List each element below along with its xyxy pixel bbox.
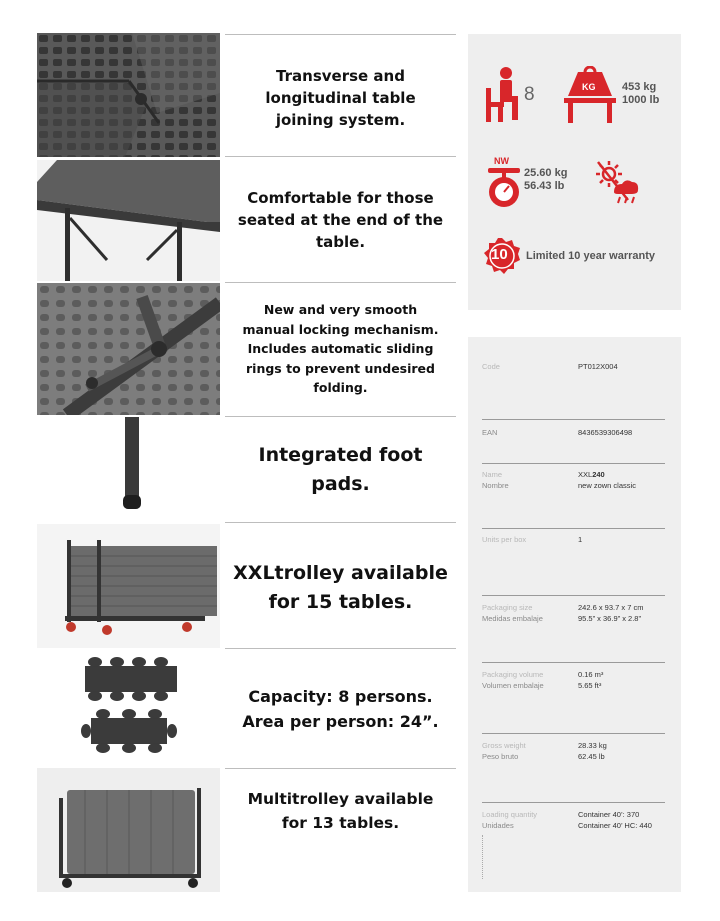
divider (225, 768, 456, 769)
feature-line: pads. (311, 473, 370, 495)
feature-line: Comfortable for those (247, 189, 434, 207)
feature-line: folding. (313, 380, 368, 396)
spec-label-name: Name Nombre (482, 470, 509, 490)
spec-label-packaging-volume: Packaging volume Volumen embalaje (482, 670, 544, 690)
spec-label-gross-weight: Gross weight Peso bruto (482, 741, 526, 761)
spec-value-units: 1 (578, 535, 583, 544)
feature-line: seated at the end of the (237, 211, 444, 229)
xxl-trolley-photo (37, 524, 220, 648)
spec-divider (482, 528, 665, 529)
spec-divider (482, 595, 665, 596)
feature-capacity (225, 654, 456, 764)
feature-line: table. (315, 233, 366, 251)
feature-locking-mechanism (225, 290, 456, 408)
max-load-lb: 1000 lb (622, 94, 660, 106)
divider (225, 156, 456, 157)
spec-value-packaging-size: 242.6 x 93.7 x 7 cm 95.5” x 36.9” x 2.8” (578, 603, 644, 623)
feature-line: Includes automatic sliding (247, 341, 434, 357)
spec-value-code: PT012X004 (578, 362, 618, 371)
feature-line: joining system. (275, 111, 406, 129)
table-end-photo (37, 160, 220, 281)
feature-xxl-trolley (225, 530, 456, 646)
feature-line: Multitrolley available (247, 790, 434, 808)
spec-value-name: XXL240 new zown classic (578, 470, 636, 490)
spec-tick-marks (482, 835, 483, 879)
net-weight-badge: NW (494, 156, 509, 166)
feature-joining-system (225, 42, 456, 154)
icons-panel (468, 34, 681, 310)
spec-divider (482, 419, 665, 420)
scale-icon (486, 168, 522, 213)
spec-label-code: Code (482, 362, 500, 371)
weather-resistant-icon (596, 160, 640, 211)
warranty-text: Limited 10 year warranty (526, 250, 656, 262)
seated-person-icon (484, 66, 520, 129)
spec-divider (482, 802, 665, 803)
spec-table (468, 337, 681, 892)
feature-line: rings to prevent undesired (246, 360, 435, 376)
warranty-number: 10 (491, 246, 508, 263)
spec-label-packaging-size: Packaging size Medidas embalaje (482, 603, 543, 623)
divider (225, 522, 456, 523)
spec-value-ean: 8436539306498 (578, 428, 633, 437)
feature-line: for 13 tables. (281, 814, 400, 832)
feature-line: Integrated foot (258, 444, 423, 466)
divider (225, 34, 456, 35)
load-weight-icon (564, 66, 616, 129)
spec-value-gross-weight: 28.33 kg 62.45 lb (578, 741, 607, 761)
feature-foot-pads (225, 420, 456, 520)
feature-line: for 15 tables. (268, 591, 413, 613)
feature-comfortable-end (225, 160, 456, 280)
spec-divider (482, 733, 665, 734)
net-weight-kg: 25.60 kg (524, 167, 568, 179)
spec-label-ean: EAN (482, 428, 498, 437)
feature-line: manual locking mechanism. (242, 321, 439, 337)
spec-divider (482, 662, 665, 663)
spec-value-packaging-volume: 0.16 m³ 5.65 ft³ (578, 670, 604, 690)
feature-line: Area per person: 24”. (242, 712, 439, 731)
seating-diagram (37, 652, 220, 764)
feature-line: Transverse and (276, 67, 405, 85)
net-weight-lb: 56.43 lb (524, 180, 565, 192)
feature-multitrolley (225, 772, 456, 850)
divider (225, 416, 456, 417)
divider (225, 648, 456, 649)
divider (225, 282, 456, 283)
feature-line: longitudinal table (265, 89, 416, 107)
spec-label-loading-quantity: Loading quantity Unidades (482, 810, 538, 830)
feature-line: XXLtrolley available (233, 562, 448, 584)
joining-system-photo (37, 33, 220, 157)
max-load-kg: 453 kg (622, 81, 657, 93)
locking-mechanism-photo (37, 283, 220, 415)
feature-line: New and very smooth (263, 302, 418, 318)
multitrolley-photo (37, 768, 220, 892)
spec-label-units: Units per box (482, 535, 527, 544)
spec-value-loading-quantity: Container 40’: 370 Container 40’ HC: 440 (578, 810, 652, 830)
foot-pad-photo (37, 417, 220, 521)
spec-divider (482, 463, 665, 464)
load-badge-label: KG (582, 82, 596, 92)
seats-count: 8 (524, 84, 535, 105)
feature-line: Capacity: 8 persons. (248, 687, 433, 706)
